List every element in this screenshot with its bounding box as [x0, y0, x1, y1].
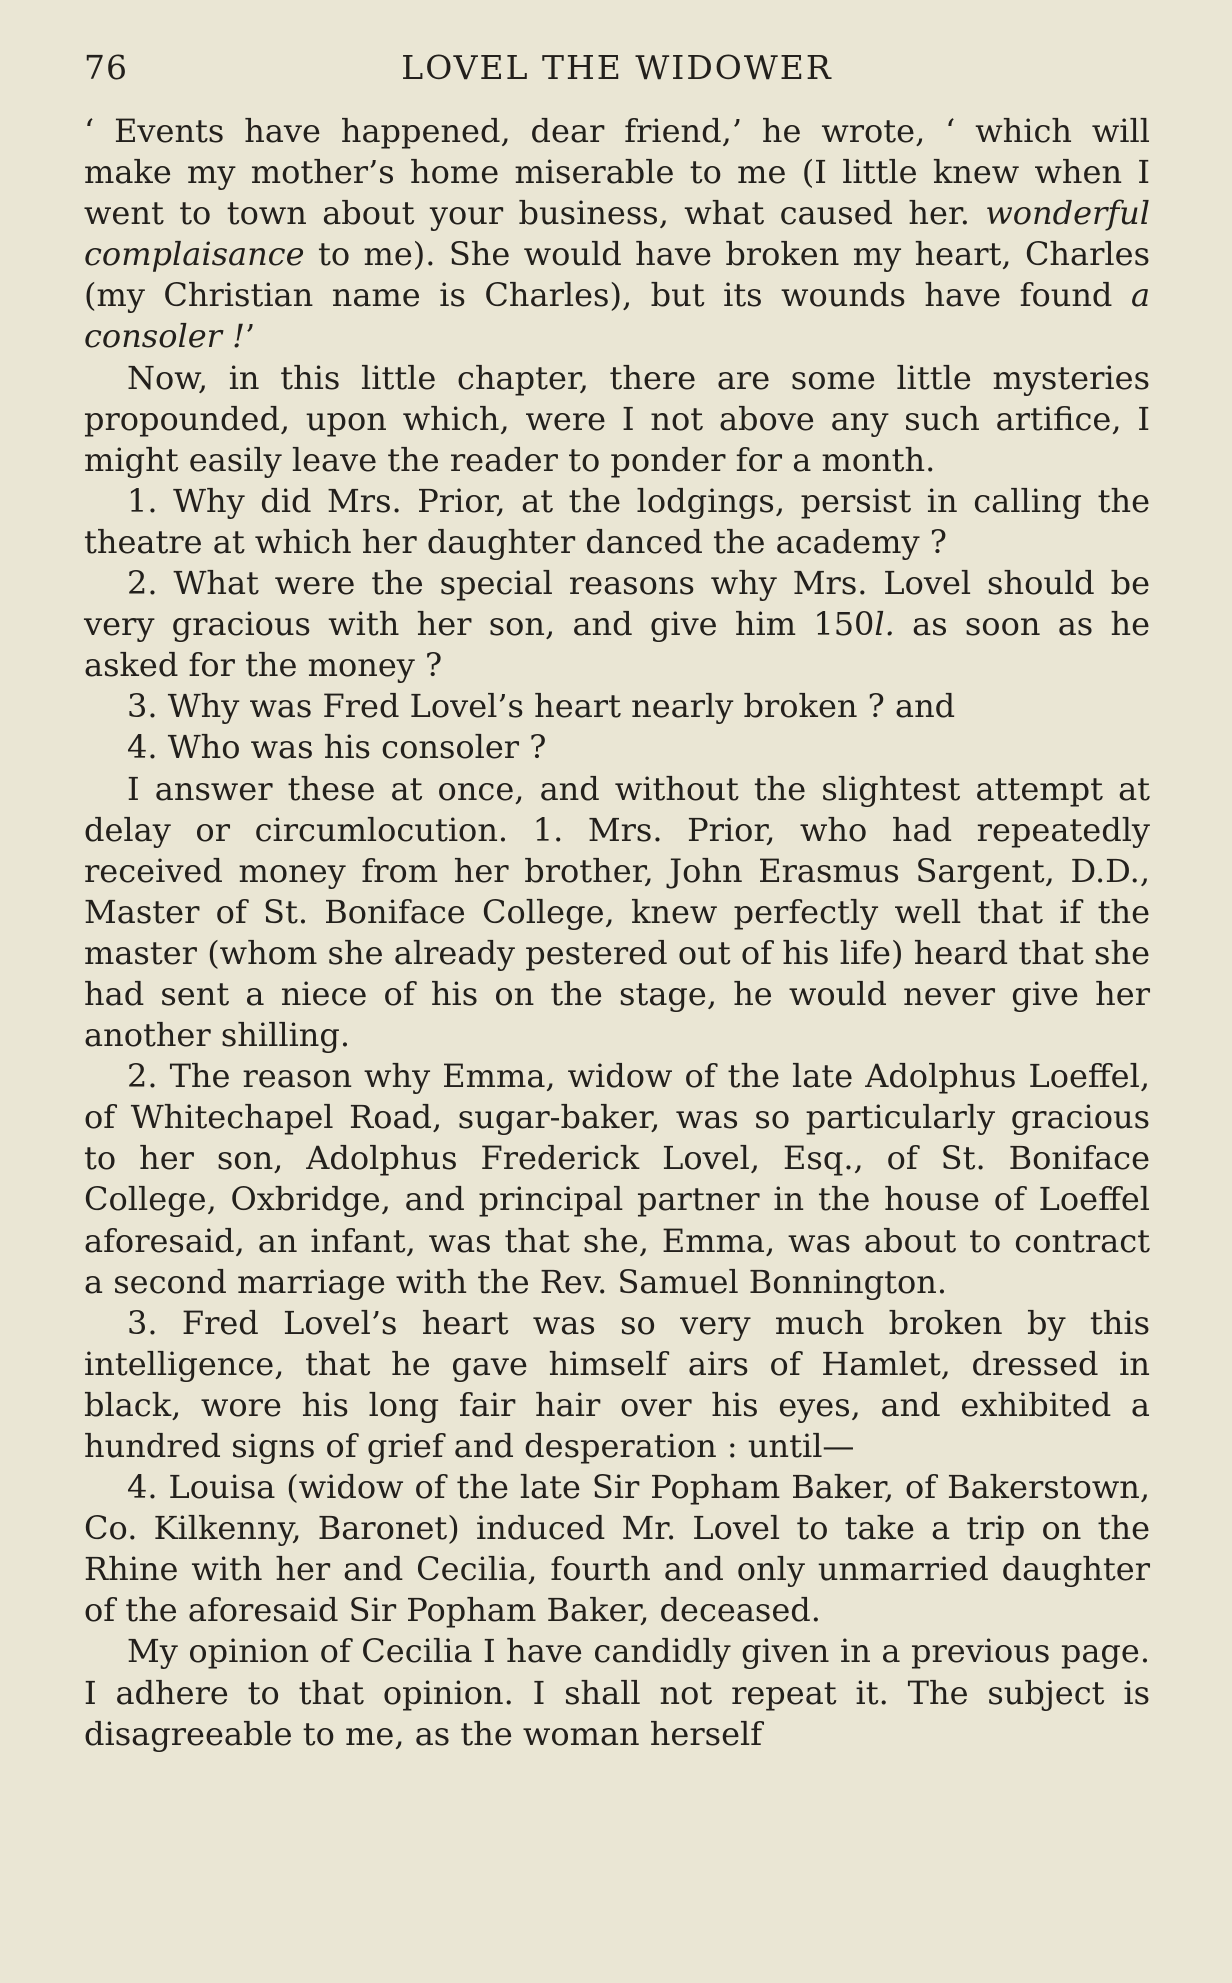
paragraph-text: as soon as he asked for the money ?: [84, 605, 1151, 685]
body-text: [84, 111, 1150, 1755]
italic-phrase: a consoler !: [84, 276, 1151, 356]
page-number: 76: [84, 48, 128, 87]
paragraph-answer-2: 2. The reason why Emma, widow of the late Adolphus Loeffel, of Whitechapel Road, sugar-baker, was so particularly gracious to her son, Adolphus Frederick Lovel, Esq., of St. Boniface College, Oxbridge, and principal partner in the house of Loeffel aforesaid, an infant, was that she, Emma, was about to contract a second marriage with the Rev. Samuel Bonnington.: [84, 1057, 1150, 1301]
paragraph-question-2: [84, 563, 1150, 686]
running-head: LOVEL THE WIDOWER: [401, 48, 833, 87]
paragraph-letter: [84, 111, 1150, 358]
italic-phrase: l.: [874, 605, 895, 644]
italic-phrase: wonderful complaisance: [84, 194, 1151, 274]
paragraph-question-1: 1. Why did Mrs. Prior, at the lodgings, persist in calling the theatre at which her daughter danced the academy ?: [84, 481, 1150, 561]
paragraph-question-4: 4. Who was his consoler ?: [127, 728, 547, 767]
paragraph-answer-1: I answer these at once, and without the slightest attempt at delay or circumlocution. 1. Mrs. Prior, who had repeatedly received money from her brother, John Erasmus Sargent, D.D., Master of St. Boniface College, knew perfectly well that if the master (whom she already pestered out of his life) heard that she had sent a niece of his on the stage, he would never give her another shilling.: [84, 769, 1150, 1055]
paragraph-text: to me). She would have broken my heart, Charles (my Christian name is Charles), but its wounds have found: [84, 235, 1151, 315]
paragraph-text: ‘ Events have happened, dear friend,’ he wrote, ‘ which will make my mother’s home miserable to me (I little knew when I went to town about your business, what caused her.: [84, 112, 1150, 233]
paragraph-question-3: 3. Why was Fred Lovel’s heart nearly broken ? and: [127, 687, 956, 726]
paragraph-answer-4: 4. Louisa (widow of the late Sir Popham Baker, of Bakerstown, Co. Kilkenny, Baronet) induced Mr. Lovel to take a trip on the Rhine with her and Cecilia, fourth and only unmarried daughter of the aforesaid Sir Popham Baker, deceased.: [84, 1468, 1150, 1630]
paragraph-answer-3: 3. Fred Lovel’s heart was so very much broken by this intelligence, that he gave himself airs of Hamlet, dressed in black, wore his long fair hair over his eyes, and exhibited a hundred signs of grief and desperation : until—: [84, 1303, 1150, 1465]
paragraph-text: 2. What were the special reasons why Mrs. Lovel should be very gracious with her son, and give him 150: [84, 564, 1150, 644]
paragraph-text: ’: [244, 317, 256, 356]
page-header: [84, 48, 1150, 94]
paragraph: My opinion of Cecilia I have candidly given in a previous page. I adhere to that opinion. I shall not repeat it. The subject is disagreeable to me, as the woman herself: [84, 1632, 1150, 1753]
paragraph: Now, in this little chapter, there are some little mysteries propounded, upon which, were I not above any such artifice, I might easily leave the reader to ponder for a month.: [84, 358, 1150, 479]
